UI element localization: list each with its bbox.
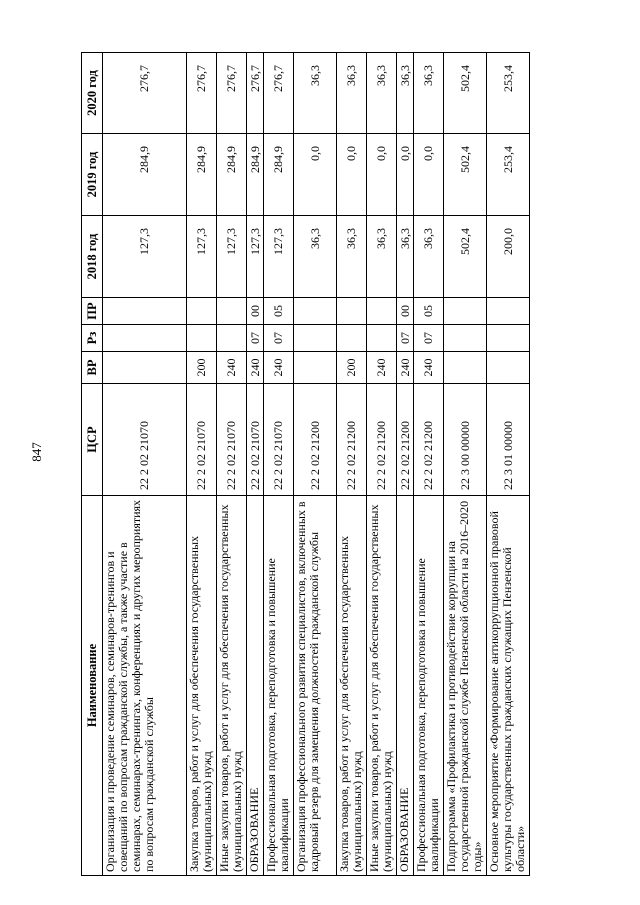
row-name: Закупка товаров, работ и услуг для обеспечения государственных (муниципальных) нужд	[187, 496, 217, 876]
row-2019: 284,9	[187, 134, 217, 216]
row-vr: 240	[264, 352, 294, 384]
row-vr: 240	[367, 352, 397, 384]
row-2019: 0,0	[337, 134, 367, 216]
row-csr: 22 2 02 21200	[397, 384, 414, 496]
header-rz: Рз	[82, 325, 103, 352]
row-csr: 22 2 02 21200	[414, 384, 444, 496]
row-2018: 127,3	[247, 216, 264, 298]
row-rz: 07	[397, 325, 414, 352]
row-name: ОБРАЗОВАНИЕ	[397, 496, 414, 876]
header-csr: ЦСР	[82, 384, 103, 496]
row-name: Организация и проведение семинаров, семинаров-тренингов и совещаний по вопросам гражданской службы, а также участие в семинарах, семинарах-тренингах, конференциях и других мероприятиях по вопросам гражданской службы	[103, 496, 187, 876]
table-row	[187, 53, 217, 876]
row-2020: 253,4	[487, 53, 530, 134]
row-pr	[103, 298, 187, 325]
row-2020: 276,7	[217, 53, 247, 134]
row-2019: 0,0	[294, 134, 337, 216]
table-row	[487, 53, 530, 876]
table-row	[103, 53, 187, 876]
row-2018: 127,3	[217, 216, 247, 298]
row-pr	[294, 298, 337, 325]
row-rz: 07	[414, 325, 444, 352]
row-rz	[487, 325, 530, 352]
row-vr: 240	[217, 352, 247, 384]
table-row	[367, 53, 397, 876]
row-2018: 36,3	[294, 216, 337, 298]
table-row	[247, 53, 264, 876]
row-csr: 22 2 02 21070	[187, 384, 217, 496]
table-body	[103, 53, 530, 876]
row-2019: 253,4	[487, 134, 530, 216]
row-2020: 276,7	[247, 53, 264, 134]
row-name: Организация профессионального развития специалистов, включенных в кадровый резерв для замещения должностей гражданской службы	[294, 496, 337, 876]
row-rz: 07	[247, 325, 264, 352]
row-2018: 127,3	[264, 216, 294, 298]
row-2018: 200,0	[487, 216, 530, 298]
row-name: Основное мероприятие «Формирование антикоррупционной правовой культуры государственных гражданских служащих Пензенской области»	[487, 496, 530, 876]
row-2020: 36,3	[414, 53, 444, 134]
rotated-page-content	[81, 53, 561, 876]
row-2020: 276,7	[103, 53, 187, 134]
row-pr: 05	[264, 298, 294, 325]
table-row	[444, 53, 487, 876]
row-2018: 502,4	[444, 216, 487, 298]
row-rz	[294, 325, 337, 352]
row-rz	[337, 325, 367, 352]
row-rz: 07	[264, 325, 294, 352]
row-2020: 36,3	[367, 53, 397, 134]
row-2019: 0,0	[367, 134, 397, 216]
row-vr	[487, 352, 530, 384]
row-vr: 240	[247, 352, 264, 384]
row-pr: 00	[247, 298, 264, 325]
row-csr: 22 2 02 21200	[367, 384, 397, 496]
header-2018: 2018 год	[82, 216, 103, 298]
row-2020: 502,4	[444, 53, 487, 134]
row-2018: 36,3	[414, 216, 444, 298]
row-rz	[444, 325, 487, 352]
row-rz	[217, 325, 247, 352]
row-2018: 36,3	[397, 216, 414, 298]
row-2019: 284,9	[264, 134, 294, 216]
row-2018: 127,3	[103, 216, 187, 298]
row-csr: 22 2 02 21070	[264, 384, 294, 496]
row-rz	[103, 325, 187, 352]
row-pr	[444, 298, 487, 325]
row-pr: 00	[397, 298, 414, 325]
row-2019: 0,0	[397, 134, 414, 216]
row-csr: 22 3 00 00000	[444, 384, 487, 496]
row-csr: 22 2 02 21070	[103, 384, 187, 496]
header-vr: ВР	[82, 352, 103, 384]
header-name: Наименование	[82, 496, 103, 876]
row-2019: 284,9	[103, 134, 187, 216]
row-rz	[187, 325, 217, 352]
row-2020: 36,3	[397, 53, 414, 134]
row-pr	[337, 298, 367, 325]
row-rz	[367, 325, 397, 352]
row-name: Подпрограмма «Профилактика и противодействие коррупции на государственной гражданской службе Пензенской области на 2016–2020 годы»	[444, 496, 487, 876]
row-2020: 276,7	[187, 53, 217, 134]
row-vr: 200	[337, 352, 367, 384]
row-name: Профессиональная подготовка, переподготовка и повышение квалификации	[264, 496, 294, 876]
row-2019: 284,9	[247, 134, 264, 216]
row-pr	[217, 298, 247, 325]
row-csr: 22 2 02 21070	[217, 384, 247, 496]
row-pr	[487, 298, 530, 325]
table-row	[264, 53, 294, 876]
table-row	[397, 53, 414, 876]
page-number: 847	[29, 442, 44, 462]
row-name: Профессиональная подготовка, переподготовка и повышение квалификации	[414, 496, 444, 876]
row-vr	[294, 352, 337, 384]
header-pr: ПР	[82, 298, 103, 325]
row-csr: 22 2 02 21200	[294, 384, 337, 496]
row-vr: 200	[187, 352, 217, 384]
row-name: Иные закупки товаров, работ и услуг для обеспечения государственных (муниципальных) нужд	[217, 496, 247, 876]
row-2020: 276,7	[264, 53, 294, 134]
row-pr	[367, 298, 397, 325]
row-name: Закупка товаров, работ и услуг для обеспечения государственных (муниципальных) нужд	[337, 496, 367, 876]
row-vr: 240	[414, 352, 444, 384]
row-vr	[103, 352, 187, 384]
row-vr: 240	[397, 352, 414, 384]
row-csr: 22 3 01 00000	[487, 384, 530, 496]
row-pr: 05	[414, 298, 444, 325]
row-2019: 284,9	[217, 134, 247, 216]
row-vr	[444, 352, 487, 384]
row-csr: 22 2 02 21070	[247, 384, 264, 496]
row-2018: 127,3	[187, 216, 217, 298]
header-2020: 2020 год	[82, 53, 103, 134]
table-row	[414, 53, 444, 876]
row-name: Иные закупки товаров, работ и услуг для обеспечения государственных (муниципальных) нужд	[367, 496, 397, 876]
row-2020: 36,3	[294, 53, 337, 134]
row-2020: 36,3	[337, 53, 367, 134]
row-2018: 36,3	[337, 216, 367, 298]
table-row	[337, 53, 367, 876]
header-2019: 2019 год	[82, 134, 103, 216]
row-2019: 0,0	[414, 134, 444, 216]
table-row	[294, 53, 337, 876]
row-2018: 36,3	[367, 216, 397, 298]
row-pr	[187, 298, 217, 325]
table-header-row	[82, 53, 103, 876]
row-name: ОБРАЗОВАНИЕ	[247, 496, 264, 876]
row-2019: 502,4	[444, 134, 487, 216]
budget-table	[81, 52, 530, 876]
row-csr: 22 2 02 21200	[337, 384, 367, 496]
table-row	[217, 53, 247, 876]
